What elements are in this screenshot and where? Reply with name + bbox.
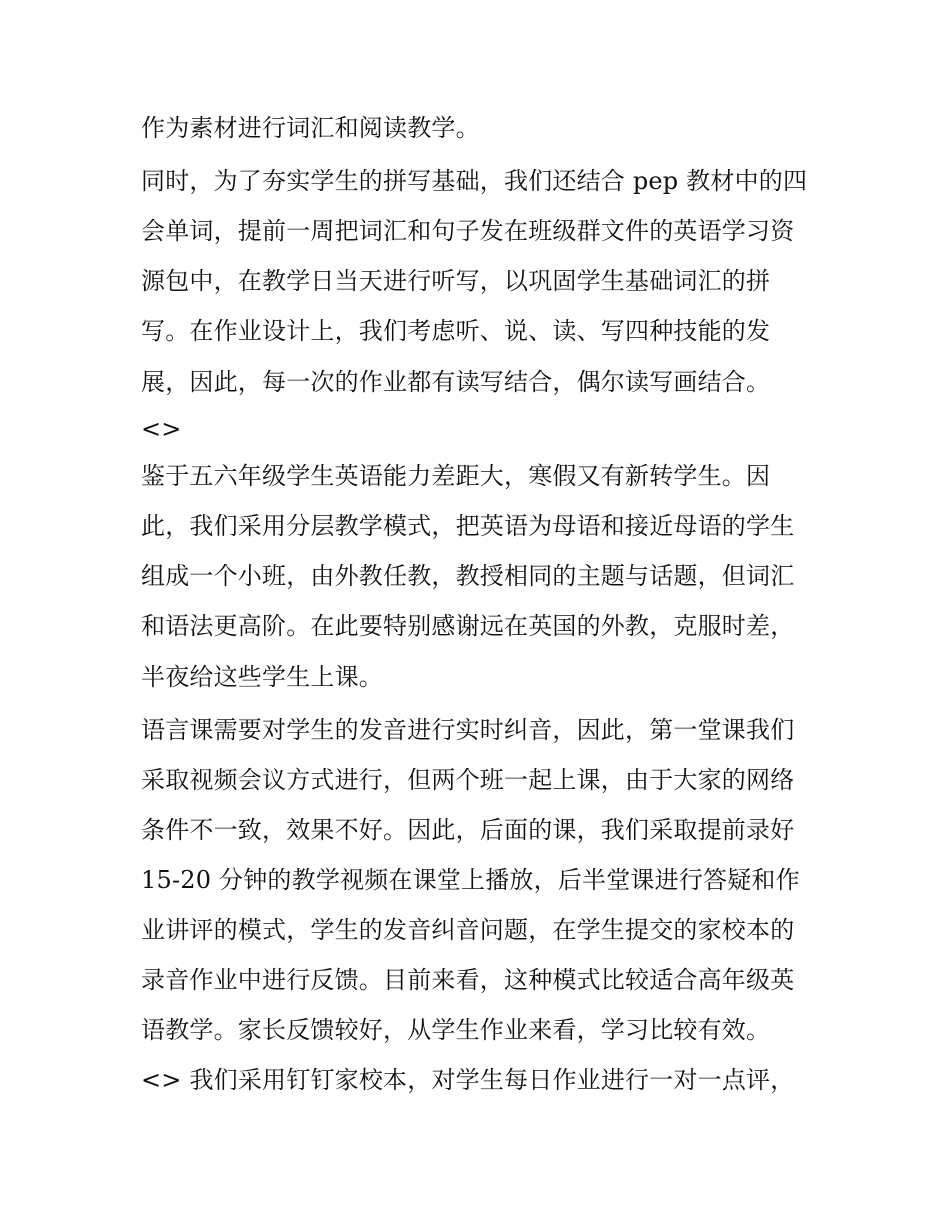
text-line: 15-20 分钟的教学视频在课堂上播放，后半堂课进行答疑和作 bbox=[141, 866, 800, 894]
text-line: 鉴于五六年级学生英语能力差距大，寒假又有新转学生。因 bbox=[141, 462, 771, 490]
text-line: 采取视频会议方式进行，但两个班一起上课，由于大家的网络 bbox=[141, 766, 795, 794]
text-line: 展，因此，每一次的作业都有读写结合，偶尔读写画结合。 bbox=[141, 368, 771, 396]
text-line: <> bbox=[141, 415, 182, 443]
text-line: 作为素材进行词汇和阅读教学。 bbox=[141, 114, 480, 142]
text-line: <> 我们采用钉钉家校本，对学生每日作业进行一对一点评， bbox=[141, 1066, 795, 1094]
text-line: 半夜给这些学生上课。 bbox=[141, 663, 383, 691]
text-line: 语言课需要对学生的发音进行实时纠音，因此，第一堂课我们 bbox=[141, 716, 795, 744]
text-line: 业讲评的模式，学生的发音纠音问题，在学生提交的家校本的 bbox=[141, 916, 795, 944]
text-line: 写。在作业设计上，我们考虑听、说、读、写四种技能的发 bbox=[141, 317, 771, 345]
text-line: 会单词，提前一周把词汇和句子发在班级群文件的英语学习资 bbox=[141, 217, 795, 245]
text-line: 组成一个小班，由外教任教，教授相同的主题与话题，但词汇 bbox=[141, 562, 795, 590]
text-line: 语教学。家长反馈较好，从学生作业来看，学习比较有效。 bbox=[141, 1016, 771, 1044]
text-line: 此，我们采用分层教学模式，把英语为母语和接近母语的学生 bbox=[141, 512, 795, 540]
text-line: 同时，为了夯实学生的拼写基础，我们还结合 pep 教材中的四 bbox=[141, 167, 808, 195]
text-line: 条件不一致，效果不好。因此，后面的课，我们采取提前录好 bbox=[141, 816, 795, 844]
text-line: 源包中，在教学日当天进行听写，以巩固学生基础词汇的拼 bbox=[141, 267, 771, 295]
text-line: 录音作业中进行反馈。目前来看，这种模式比较适合高年级英 bbox=[141, 966, 795, 994]
text-line: 和语法更高阶。在此要特别感谢远在英国的外教，克服时差， bbox=[141, 612, 795, 640]
